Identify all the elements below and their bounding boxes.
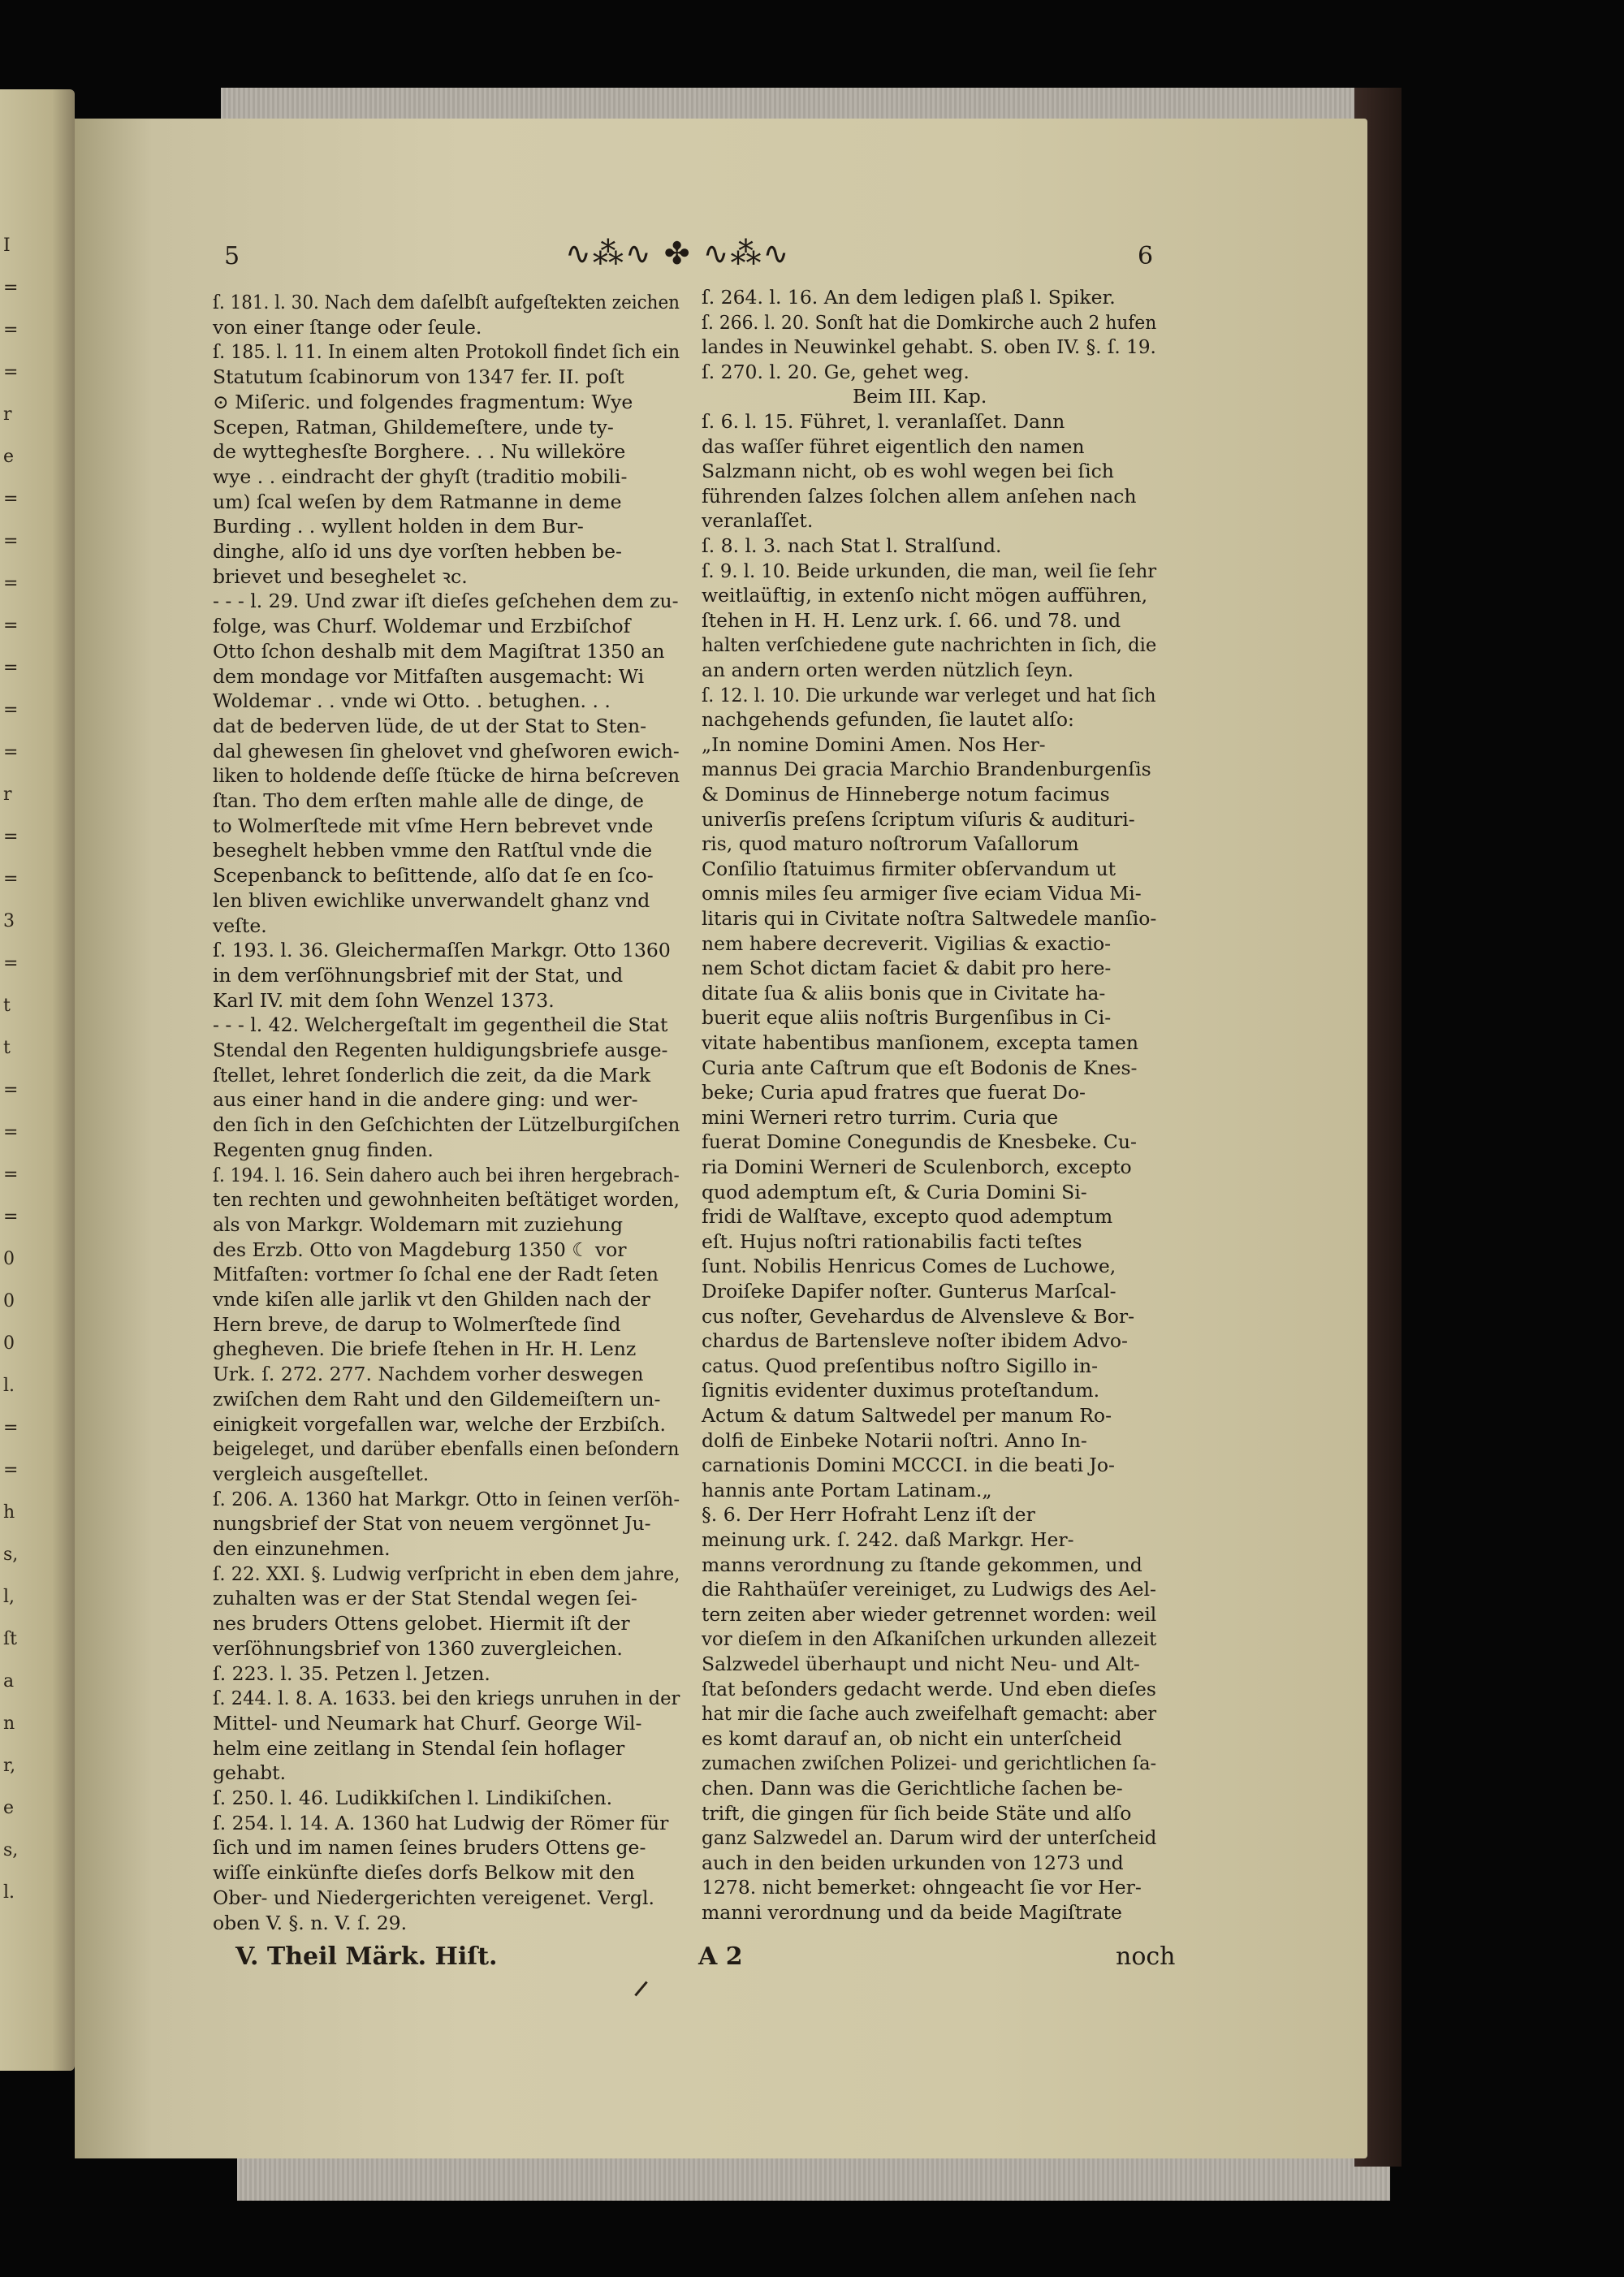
text-line: Burding . . wyllent holden in dem Bur- bbox=[213, 515, 584, 538]
text-line: de wytteghesſte Borghere. . . Nu willeköre bbox=[213, 440, 626, 464]
margin-fragment: s, bbox=[3, 1840, 19, 1860]
text-line: landes in Neuwinkel gehabt. S. oben IV. §. ſ. 19. bbox=[702, 335, 1156, 359]
text-line: Urk. ſ. 272. 277. Nachdem vorher deswegen bbox=[213, 1363, 644, 1386]
margin-fragment: 0 bbox=[3, 1249, 15, 1269]
text-line: dat de bederven lüde, de ut der Stat to Sten- bbox=[213, 714, 647, 737]
margin-fragment: e bbox=[3, 1798, 15, 1818]
text-line: len bliven ewichlike unverwandelt ghanz vnd bbox=[213, 888, 650, 912]
text-line: es komt darauf an, ob nicht ein unterſcheid bbox=[702, 1726, 1122, 1750]
text-line: manni verordnung und da beide Magiſtrate bbox=[702, 1901, 1122, 1924]
text-line: die Rahthaüſer vereiniget, zu Ludwigs des Ael- bbox=[702, 1578, 1156, 1601]
margin-fragment: = bbox=[3, 953, 19, 974]
text-line: brievet und beseghelet ꝛc. bbox=[213, 564, 468, 588]
text-line: nes bruders Ottens gelobet. Hiermit iſt der bbox=[213, 1612, 630, 1635]
text-line: eſt. Hujus noſtri rationabilis facti teſtes bbox=[702, 1229, 1082, 1253]
margin-fragment: = bbox=[3, 658, 19, 678]
margin-fragment: = bbox=[3, 1460, 19, 1480]
margin-fragment: I bbox=[3, 235, 11, 256]
text-line: an andern orten werden nützlich ſeyn. bbox=[702, 659, 1074, 681]
text-line: ſtan. Tho dem erſten mahle alle de dinge, de bbox=[213, 789, 644, 812]
text-line: Regenten gnug finden. bbox=[213, 1138, 434, 1161]
text-line: Stendal den Regenten huldigungsbriefe ausge- bbox=[213, 1039, 668, 1061]
text-line: buerit eque aliis noſtris Burgenſibus in Ci- bbox=[702, 1006, 1112, 1030]
text-line: Actum & datum Saltwedel per manum Ro- bbox=[702, 1404, 1112, 1427]
text-line: chen. Dann was die Gerichtliche ſachen be- bbox=[702, 1777, 1123, 1800]
text-line: carnationis Domini MCCCI. in die beati Jo- bbox=[702, 1454, 1115, 1477]
margin-fragment: r bbox=[3, 404, 12, 425]
margin-fragment: = bbox=[3, 531, 19, 551]
text-line: §. 6. Der Herr Hofraht Lenz iſt der bbox=[702, 1503, 1035, 1527]
text-line: veranlaſſet. bbox=[702, 509, 814, 533]
margin-fragment: = bbox=[3, 827, 19, 847]
text-line: „In nomine Domini Amen. Nos Her- bbox=[702, 732, 1046, 756]
margin-fragment: = bbox=[3, 1164, 19, 1185]
text-line: ſ. 206. A. 1360 hat Markgr. Otto in ſeinen verſöh- bbox=[213, 1487, 680, 1510]
text-line: quod ademptum eſt, & Curia Domini Si- bbox=[702, 1180, 1087, 1203]
text-line: Beim III. Kap. bbox=[853, 385, 987, 408]
text-line: ſ. 8. l. 3. nach Stat l. Stralſund. bbox=[702, 534, 1002, 557]
text-line: von einer ſtange oder ſeule. bbox=[213, 315, 482, 339]
text-line: ſ. 22. XXI. §. Ludwig verſpricht in eben dem jahre, bbox=[213, 1562, 680, 1585]
text-line: ſ. 223. l. 35. Petzen l. Jetzen. bbox=[213, 1661, 490, 1685]
text-line: zumachen zwiſchen Polizei- und gerichtlichen ſa- bbox=[702, 1752, 1157, 1775]
margin-fragment: 3 bbox=[3, 911, 15, 931]
text-line: beseghelt hebben vmme den Ratſtul vnde die bbox=[213, 839, 653, 862]
text-line: Curia ante Caſtrum que eſt Bodonis de Knes- bbox=[702, 1056, 1138, 1079]
text-line: Conſilio ſtatuimus firmiter obſervandum ut bbox=[702, 857, 1116, 880]
margin-fragment: 0 bbox=[3, 1291, 15, 1311]
text-line: manns verordnung zu ſtande gekommen, und bbox=[702, 1553, 1142, 1576]
text-line: Droiſeke Dapifer noſter. Gunterus Marſcal- bbox=[702, 1280, 1116, 1303]
text-line: nachgehends gefunden, ſie lautet alſo: bbox=[702, 708, 1074, 732]
margin-fragment: = bbox=[3, 1418, 19, 1438]
text-line: oben V. §. n. V. ſ. 29. bbox=[213, 1911, 408, 1934]
margin-fragment: = bbox=[3, 320, 19, 340]
margin-fragment: = bbox=[3, 278, 19, 298]
text-line: aus einer hand in die andere ging: und wer- bbox=[213, 1088, 638, 1112]
footer-volume-title: V. Theil Märk. Hiſt. bbox=[235, 1942, 498, 1971]
text-line: Otto ſchon deshalb mit dem Magiſtrat 1350 an bbox=[213, 639, 665, 663]
text-line: Mittel- und Neumark hat Churf. George Wil- bbox=[213, 1711, 642, 1735]
text-line: nungsbrief der Stat von neuem vergönnet Ju- bbox=[213, 1512, 651, 1536]
text-line: to Wolmerſtede mit vſme Hern bebrevet vnde bbox=[213, 814, 654, 837]
text-line: Salzwedel überhaupt und nicht Neu- und Alt- bbox=[702, 1653, 1140, 1675]
margin-fragment: = bbox=[3, 616, 19, 636]
margin-fragment: l. bbox=[3, 1882, 15, 1903]
text-line: ⊙ Miſeric. und folgendes fragmentum: Wye bbox=[213, 390, 633, 413]
text-line: auch in den beiden urkunden von 1273 und bbox=[702, 1851, 1124, 1874]
text-line: - - - l. 29. Und zwar iſt dieſes geſchehen dem zu- bbox=[213, 590, 679, 613]
text-line: dem mondage vor Mitfaſten ausgemacht: Wi bbox=[213, 664, 645, 688]
text-line: ſ. 270. l. 20. Ge, gehet weg. bbox=[702, 360, 970, 383]
text-line: Scepen, Ratman, Ghildemeſtere, unde ty- bbox=[213, 415, 614, 439]
text-line: ſ. 12. l. 10. Die urkunde war verleget und hat ſich bbox=[702, 683, 1156, 706]
text-line: ris, quod maturo noſtrorum Vaſallorum bbox=[702, 832, 1079, 856]
margin-fragment: t bbox=[3, 1038, 11, 1058]
margin-fragment: = bbox=[3, 1122, 19, 1143]
text-line: ſignitis evidenter duximus proteſtandum. bbox=[702, 1379, 1100, 1402]
text-line: vitate habentibus manſionem, excepta tamen bbox=[702, 1031, 1138, 1054]
text-line: 1278. nicht bemerket: ohngeacht ſie vor Her- bbox=[702, 1876, 1142, 1899]
text-line: dolfi de Einbeke Notarii noſtri. Anno In- bbox=[702, 1428, 1087, 1452]
text-line: weitlaüftig, in extenſo nicht mögen aufführen, bbox=[702, 584, 1148, 607]
margin-fragment: = bbox=[3, 362, 19, 382]
text-line: chardus de Bartensleve noſter ibidem Advo- bbox=[702, 1329, 1128, 1353]
text-line: gehabt. bbox=[213, 1761, 287, 1785]
text-line: ſich und im namen ſeines bruders Ottens ge- bbox=[213, 1836, 646, 1860]
margin-fragment: a bbox=[3, 1671, 15, 1692]
text-line: tern zeiten aber wieder getrennet worden: weil bbox=[702, 1602, 1157, 1626]
margin-fragment: s, bbox=[3, 1545, 19, 1565]
text-line: litaris qui in Civitate noſtra Saltwedele manſio- bbox=[702, 907, 1157, 930]
text-line: vnde kiſen alle jarlik vt den Ghilden nach der bbox=[213, 1288, 650, 1311]
text-line: - - - l. 42. Welchergeſtalt im gegentheil die Stat bbox=[213, 1013, 668, 1037]
text-line: omnis miles ſeu armiger ſive eciam Vidua Mi- bbox=[702, 882, 1142, 905]
text-line: ſ. 193. l. 36. Gleichermaſſen Markgr. Otto 1360 bbox=[213, 939, 671, 962]
text-line: hat mir die ſache auch zweifelhaft gemacht: aber bbox=[702, 1702, 1157, 1726]
text-line: mini Werneri retro turrim. Curia que bbox=[702, 1105, 1059, 1129]
text-line: Salzmann nicht, ob es wohl wegen bei ſich bbox=[702, 460, 1114, 483]
text-line: zwiſchen dem Raht und den Gildemeiſtern un- bbox=[213, 1387, 661, 1411]
text-line: nem habere decreverit. Vigilias & exactio- bbox=[702, 931, 1112, 955]
margin-fragment: r bbox=[3, 784, 12, 805]
margin-fragment: r, bbox=[3, 1756, 16, 1776]
text-line: ſ. 185. l. 11. In einem alten Protokoll findet ſich ein bbox=[213, 340, 680, 364]
text-line: vergleich ausgeſtellet. bbox=[213, 1462, 430, 1485]
footer-catchword: noch bbox=[1116, 1942, 1176, 1971]
margin-fragment: = bbox=[3, 700, 19, 720]
text-line: den ſich in den Geſchichten der Lützelburgiſchen bbox=[213, 1113, 680, 1137]
text-line: folge, was Churf. Woldemar und Erzbiſchof bbox=[213, 615, 631, 638]
text-line: ria Domini Werneri de Sculenborch, excepto bbox=[702, 1156, 1132, 1178]
text-line: das waſſer führet eigentlich den namen bbox=[702, 434, 1085, 458]
text-line: in dem verſöhnungsbrief mit der Stat, und bbox=[213, 963, 624, 987]
text-line: univerſis preſens ſcriptum viſuris & audituri- bbox=[702, 807, 1135, 831]
text-line: ganz Salzwedel an. Darum wird der unterſcheid bbox=[702, 1826, 1157, 1850]
text-line: halten verſchiedene gute nachrichten in ſich, die bbox=[702, 633, 1157, 657]
text-line: zuhalten was er der Stat Stendal wegen ſei- bbox=[213, 1587, 637, 1610]
text-line: Woldemar . . vnde wi Otto. . betughen. . . bbox=[213, 689, 611, 713]
text-line: Ober- und Niedergerichten vereigenet. Vergl. bbox=[213, 1886, 654, 1909]
margin-fragment: l, bbox=[3, 1587, 15, 1607]
margin-fragment: n bbox=[3, 1713, 15, 1734]
margin-fragment: h bbox=[3, 1502, 15, 1523]
margin-fragment: 0 bbox=[3, 1333, 15, 1354]
text-line: als von Markgr. Woldemarn mit zuziehung bbox=[213, 1212, 624, 1236]
text-line: fuerat Domine Conegundis de Knesbeke. Cu- bbox=[702, 1130, 1137, 1154]
text-line: ſ. 244. l. 8. A. 1633. bei den kriegs unruhen in der bbox=[213, 1687, 680, 1710]
text-line: ditate ſua & aliis bonis que in Civitate ha- bbox=[702, 981, 1106, 1005]
text-line: ſ. 181. l. 30. Nach dem daſelbſt aufgeſtekten zeichen bbox=[213, 291, 680, 313]
text-line: ſ. 266. l. 20. Sonſt hat die Domkirche auch 2 hufen bbox=[702, 310, 1157, 334]
text-line: wiſſe einkünfte dieſes dorfs Belkow mit den bbox=[213, 1861, 635, 1885]
text-line: führenden ſalzes ſolchen allem anſehen nach bbox=[702, 484, 1137, 508]
text-line: catus. Quod preſentibus noſtro Sigillo in- bbox=[702, 1354, 1099, 1377]
text-line: veſte. bbox=[213, 914, 267, 937]
text-line: den einzunehmen. bbox=[213, 1537, 391, 1560]
header-ornament: ∿⁂∿ ✤ ∿⁂∿ bbox=[565, 235, 791, 271]
text-line: vor dieſem in den Aſkaniſchen urkunden allezeit bbox=[702, 1627, 1157, 1651]
margin-fragment: ſt bbox=[3, 1629, 17, 1649]
text-line: cus noſter, Gevehardus de Alvensleve & Bor- bbox=[702, 1304, 1135, 1328]
text-line: wye . . eindracht der ghyſt (traditio mobili- bbox=[213, 464, 628, 488]
text-line: ſ. 194. l. 16. Sein dahero auch bei ihren hergebrach- bbox=[213, 1163, 680, 1186]
text-line: fridi de Walſtave, excepto quod ademptum bbox=[702, 1205, 1113, 1229]
text-line: Scepenbanck to beſittende, alſo dat ſe en ſco- bbox=[213, 864, 654, 888]
text-line: beke; Curia apud fratres que fuerat Do- bbox=[702, 1081, 1086, 1104]
text-line: Mitfaſten: vortmer ſo ſchal ene der Radt ſeten bbox=[213, 1263, 659, 1286]
footer-signature: A 2 bbox=[698, 1942, 743, 1971]
text-line: meinung urk. ſ. 242. daß Markgr. Her- bbox=[702, 1528, 1074, 1551]
text-line: ſtellet, lehret ſonderlich die zeit, da die Mark bbox=[213, 1063, 651, 1087]
text-line: & Dominus de Hinneberge notum facimus bbox=[702, 783, 1110, 806]
text-line: dinghe, alſo id uns dye vorſten hebben be- bbox=[213, 540, 622, 563]
text-line: ſtehen in H. H. Lenz urk. ſ. 66. und 78. und bbox=[702, 608, 1121, 632]
margin-fragment: l. bbox=[3, 1376, 15, 1396]
text-line: ſ. 9. l. 10. Beide urkunden, die man, weil ſie ſehr bbox=[702, 559, 1157, 582]
text-line: des Erzb. Otto von Magdeburg 1350 ☾ vor bbox=[213, 1238, 627, 1261]
text-line: beigeleget, und darüber ebenfalls einen beſondern bbox=[213, 1437, 680, 1461]
text-line: einigkeit vorgefallen war, welche der Erzbiſch. bbox=[213, 1412, 666, 1436]
text-line: ghegheven. Die briefe ſtehen in Hr. H. Lenz bbox=[213, 1337, 637, 1361]
margin-fragment: = bbox=[3, 489, 19, 509]
text-line: um) ſcal weſen by dem Ratmanne in deme bbox=[213, 490, 622, 513]
text-line: mannus Dei gracia Marchio Brandenburgenſis bbox=[702, 758, 1151, 781]
text-line: ſ. 6. l. 15. Führet, l. veranlaſſet. Dann bbox=[702, 410, 1065, 433]
text-line: Karl IV. mit dem ſohn Wenzel 1373. bbox=[213, 988, 555, 1012]
margin-fragment: = bbox=[3, 1207, 19, 1227]
text-line: hannis ante Portam Latinam.„ bbox=[702, 1478, 992, 1501]
text-line: Hern breve, de darup to Wolmerſtede ſind bbox=[213, 1312, 621, 1336]
text-line: liken to holdende deſſe ſtücke de hirna beſcreven bbox=[213, 764, 680, 788]
text-line: trift, die gingen für ſich beide Stäte und alſo bbox=[702, 1801, 1132, 1825]
margin-fragment: = bbox=[3, 1080, 19, 1100]
text-line: Statutum ſcabinorum von 1347 fer. II. poſt bbox=[213, 365, 624, 389]
margin-fragment: e bbox=[3, 447, 15, 467]
text-line: ſunt. Nobilis Henricus Comes de Luchowe, bbox=[702, 1255, 1116, 1278]
text-line: dal ghewesen ſin ghelovet vnd gheſworen ewich- bbox=[213, 739, 680, 763]
page-number-right: 6 bbox=[1138, 242, 1154, 270]
margin-fragment: = bbox=[3, 573, 19, 594]
text-line: ten rechten und gewohnheiten beſtätiget worden, bbox=[213, 1188, 680, 1212]
text-line: verſöhnungsbrief von 1360 zuvergleichen. bbox=[213, 1636, 623, 1660]
text-line: ſtat beſonders gedacht werde. Und eben dieſes bbox=[702, 1677, 1156, 1700]
text-line: ſ. 254. l. 14. A. 1360 hat Ludwig der Römer für bbox=[213, 1811, 669, 1834]
margin-fragment: = bbox=[3, 869, 19, 889]
page-number-left: 5 bbox=[224, 242, 240, 270]
text-line: ſ. 264. l. 16. An dem ledigen plaß l. Spiker. bbox=[702, 286, 1116, 309]
text-line: nem Schot dictam faciet & dabit pro here- bbox=[702, 957, 1112, 980]
text-line: ſ. 250. l. 46. Ludikkiſchen l. Lindikiſchen. bbox=[213, 1787, 613, 1809]
margin-fragment: = bbox=[3, 742, 19, 763]
text-line: helm eine zeitlang in Stendal ſein hoflager bbox=[213, 1736, 625, 1760]
margin-fragment: t bbox=[3, 996, 11, 1016]
